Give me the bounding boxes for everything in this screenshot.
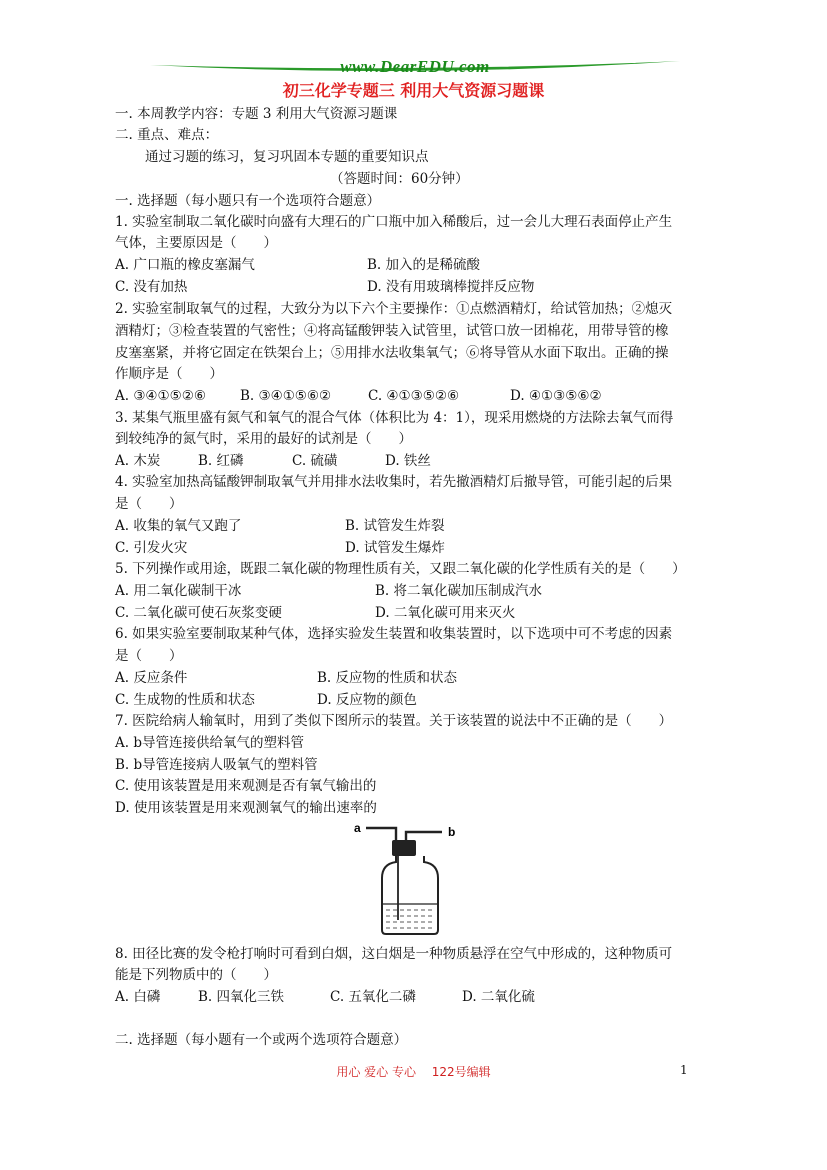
q5-option-d: D. 二氧化碳可用来灭火 (375, 605, 516, 621)
q2-option-d: D. ④①③⑤⑥② (510, 388, 602, 404)
q2-option-a: A. ③④①⑤②⑥ (115, 388, 206, 404)
section-1-title: 一. 选择题（每小题只有一个选项符合题意） (115, 193, 381, 209)
q8-option-d: D. 二氧化硫 (462, 989, 535, 1005)
question-6-line-2: 是（ ） (115, 648, 183, 664)
oxygen-bottle-diagram (352, 818, 462, 936)
question-4-line-1: 4. 实验室加热高锰酸钾制取氧气并用排水法收集时，若先撤酒精灯后撤导管，可能引起的后果 (115, 474, 673, 490)
diagram-label-a: a (354, 821, 361, 835)
question-8-line-1: 8. 田径比赛的发令枪打响时可看到白烟，这白烟是一种物质悬浮在空气中形成的，这种物质可 (115, 946, 673, 962)
q5-option-c: C. 二氧化碳可使石灰浆变硬 (115, 605, 282, 621)
diagram-label-b: b (448, 825, 456, 839)
q7-option-d: D. 使用该装置是用来观测氧气的输出速率的 (115, 800, 377, 816)
q3-option-d: D. 铁丝 (385, 453, 431, 469)
q7-option-c: C. 使用该装置是用来观测是否有氧气输出的 (115, 778, 377, 794)
q8-option-b: B. 四氧化三铁 (198, 989, 285, 1005)
q7-option-b: B. b导管连接病人吸氧气的塑料管 (115, 757, 318, 773)
q5-option-b: B. 将二氧化碳加压制成汽水 (375, 583, 543, 599)
question-1-line-1: 1. 实验室制取二氧化碳时向盛有大理石的广口瓶中加入稀酸后，过一会儿大理石表面停止产生 (115, 214, 673, 230)
document-title: 初三化学专题三 利用大气资源习题课 (282, 81, 545, 100)
q3-option-a: A. 木炭 (115, 453, 161, 469)
gas-bottle-icon (352, 818, 462, 936)
q3-option-b: B. 红磷 (198, 453, 244, 469)
question-7-line-1: 7. 医院给病人输氧时，用到了类似下图所示的装置。关于该装置的说法中不正确的是（ ） (115, 713, 673, 729)
q6-option-a: A. 反应条件 (115, 670, 188, 686)
time-limit: （答题时间：60分钟） (330, 171, 469, 187)
question-3-line-2: 到较纯净的氮气时，采用的最好的试剂是（ ） (115, 431, 412, 447)
q1-option-c: C. 没有加热 (115, 279, 188, 295)
q4-option-b: B. 试管发生炸裂 (345, 518, 445, 534)
question-1-line-2: 气体，主要原因是（ ） (115, 235, 277, 251)
q1-option-d: D. 没有用玻璃棒搅拌反应物 (367, 279, 535, 295)
q3-option-c: C. 硫磺 (292, 453, 338, 469)
page-number: 1 (680, 1063, 688, 1077)
q8-option-c: C. 五氧化二磷 (330, 989, 416, 1005)
q6-option-c: C. 生成物的性质和状态 (115, 692, 255, 708)
q2-option-b: B. ③④①⑤⑥② (240, 388, 332, 404)
section-2-title: 二. 选择题（每小题有一个或两个选项符合题意） (115, 1032, 408, 1048)
q4-option-c: C. 引发火灾 (115, 540, 188, 556)
question-2-line-2: 酒精灯；③检查装置的气密性；④将高锰酸钾装入试管里，试管口放一团棉花，用带导管的橡 (115, 323, 669, 339)
question-3-line-1: 3. 某集气瓶里盛有氮气和氧气的混合气体（体积比为 4：1），现采用燃烧的方法除去氧气而得 (115, 410, 674, 426)
question-2-line-1: 2. 实验室制取氧气的过程，大致分为以下六个主要操作：①点燃酒精灯，给试管加热；②熄灭 (115, 301, 673, 317)
site-url[interactable]: www.DearEDU.com (340, 57, 490, 76)
q5-option-a: A. 用二氧化碳制干冰 (115, 583, 242, 599)
q1-option-b: B. 加入的是稀硫酸 (367, 257, 481, 273)
q2-option-c: C. ④①③⑤②⑥ (368, 388, 460, 404)
intro-line-1: 一. 本周教学内容：专题 3 利用大气资源习题课 (115, 106, 398, 122)
intro-line-3: 通过习题的练习，复习巩固本专题的重要知识点 (145, 149, 429, 165)
question-2-line-4: 作顺序是（ ） (115, 366, 223, 382)
footer-text: 用心 爱心 专心 122号编辑 (336, 1065, 491, 1079)
q6-option-d: D. 反应物的颜色 (317, 692, 417, 708)
q4-option-a: A. 收集的氧气又跑了 (115, 518, 242, 534)
q8-option-a: A. 白磷 (115, 989, 161, 1005)
question-4-line-2: 是（ ） (115, 496, 183, 512)
question-8-line-2: 能是下列物质中的（ ） (115, 967, 277, 983)
q4-option-d: D. 试管发生爆炸 (345, 540, 445, 556)
question-2-line-3: 皮塞塞紧，并将它固定在铁架台上；⑤用排水法收集氧气；⑥将导管从水面下取出。正确的操 (115, 345, 669, 361)
question-6-line-1: 6. 如果实验室要制取某种气体，选择实验发生装置和收集装置时，以下选项中可不考虑的因素 (115, 626, 673, 642)
q6-option-b: B. 反应物的性质和状态 (317, 670, 458, 686)
intro-line-2: 二. 重点、难点： (115, 127, 219, 143)
question-5-line-1: 5. 下列操作或用途，既跟二氧化碳的物理性质有关，又跟二氧化碳的化学性质有关的是（ ） (115, 561, 686, 577)
q1-option-a: A. 广口瓶的橡皮塞漏气 (115, 257, 255, 273)
q7-option-a: A. b导管连接供给氧气的塑料管 (115, 735, 304, 751)
